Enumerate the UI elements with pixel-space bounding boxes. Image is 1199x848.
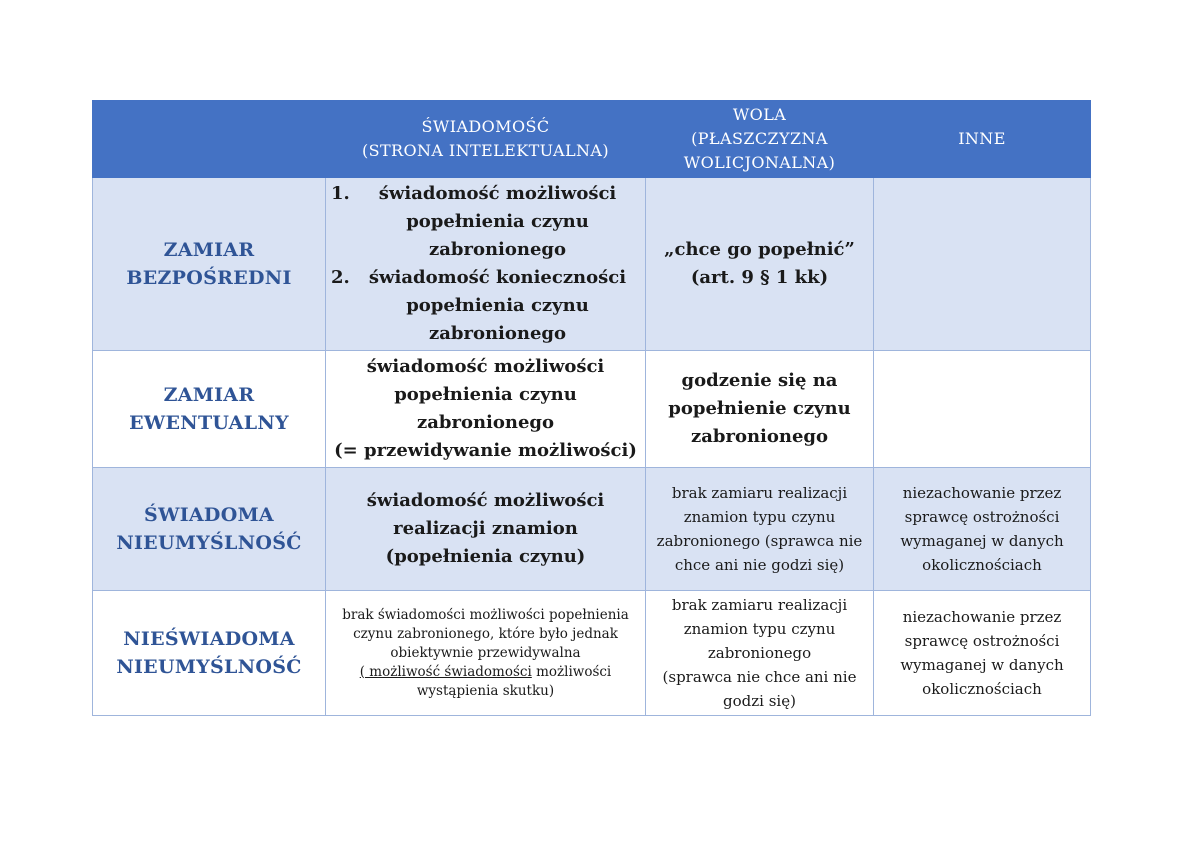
consciousness-tail: możliwości wystąpienia skutku)	[416, 663, 612, 699]
consciousness-text: brak świadomości możliwości popełnienia czynu zabronionego, które było jednak obiektywnie przewidywalna	[342, 606, 629, 661]
will-cell-direct-intent	[646, 178, 874, 351]
consciousness-note: (= przewidywanie możliwości)	[334, 440, 637, 461]
header-will-title: WOLA	[732, 105, 787, 124]
header-consciousness-subtitle: (STRONA INTELEKTUALNA)	[361, 141, 610, 160]
underlined-phrase: możliwość świadomości	[365, 663, 532, 680]
table-row-eventual-intent	[93, 351, 1091, 468]
other-cell-direct-intent	[874, 178, 1091, 351]
legal-reference: (art. 9 § 1 kk)	[690, 267, 829, 288]
intent-forms-table-wrap	[92, 100, 1090, 716]
will-cell-unconscious-negligence	[646, 591, 874, 716]
list-item: 1. świadomość możliwości popełnienia czynu zabronionego	[356, 180, 639, 264]
consciousness-text: świadomość możliwości popełnienia czynu zabronionego	[366, 356, 605, 433]
will-cell-conscious-negligence: brak zamiaru realizacji znamion typu czynu zabronionego (sprawca nie chce ani nie godzi się)	[646, 468, 874, 591]
list-item: 2. świadomość konieczności popełnienia czynu zabronionego	[356, 264, 639, 348]
consciousness-list	[332, 180, 639, 348]
row-label-line: ZAMIAR	[163, 239, 255, 261]
will-note: (sprawca nie chce ani nie godzi się)	[662, 668, 857, 710]
header-will-subtitle-2: WOLICJONALNA)	[683, 153, 836, 172]
other-cell-unconscious-negligence: niezachowanie przez sprawcę ostrożności wymaganej w danych okolicznościach	[874, 591, 1091, 716]
consciousness-cell-eventual-intent	[326, 351, 646, 468]
header-row	[93, 101, 1091, 178]
header-empty-cell	[93, 101, 326, 178]
consciousness-cell-direct-intent	[326, 178, 646, 351]
consciousness-cell-unconscious-negligence	[326, 591, 646, 716]
will-cell-eventual-intent: godzenie się na popełnienie czynu zabronionego	[646, 351, 874, 468]
consciousness-text: świadomość możliwości realizacji znamion	[366, 490, 605, 539]
will-text: „chce go popełnić”	[664, 239, 855, 260]
consciousness-note: (popełnienia czynu)	[385, 546, 586, 567]
table-row-unconscious-negligence	[93, 591, 1091, 716]
row-label-eventual-intent	[93, 351, 326, 468]
header-consciousness	[326, 101, 646, 178]
row-label-line: EWENTUALNY	[129, 412, 289, 434]
row-label-line: NIEUMYŚLNOŚĆ	[116, 656, 302, 678]
other-cell-conscious-negligence: niezachowanie przez sprawcę ostrożności wymaganej w danych okolicznościach	[874, 468, 1091, 591]
table-row-direct-intent	[93, 178, 1091, 351]
row-label-line: ZAMIAR	[163, 384, 255, 406]
intent-forms-table	[92, 100, 1091, 716]
row-label-conscious-negligence	[93, 468, 326, 591]
consciousness-cell-conscious-negligence	[326, 468, 646, 591]
row-label-line: BEZPOŚREDNI	[126, 267, 292, 289]
row-label-line: NIEŚWIADOMA	[123, 628, 295, 650]
paren-open: (	[359, 663, 365, 680]
header-consciousness-title: ŚWIADOMOŚĆ	[421, 117, 550, 136]
header-other: INNE	[874, 101, 1091, 178]
header-will	[646, 101, 874, 178]
other-cell-eventual-intent	[874, 351, 1091, 468]
row-label-direct-intent	[93, 178, 326, 351]
table-row-conscious-negligence	[93, 468, 1091, 591]
header-will-subtitle-1: (PŁASZCZYZNA	[691, 129, 828, 148]
row-label-unconscious-negligence	[93, 591, 326, 716]
row-label-line: NIEUMYŚLNOŚĆ	[116, 532, 302, 554]
row-label-line: ŚWIADOMA	[144, 504, 274, 526]
will-text: brak zamiaru realizacji znamion typu czynu zabronionego	[671, 596, 848, 662]
